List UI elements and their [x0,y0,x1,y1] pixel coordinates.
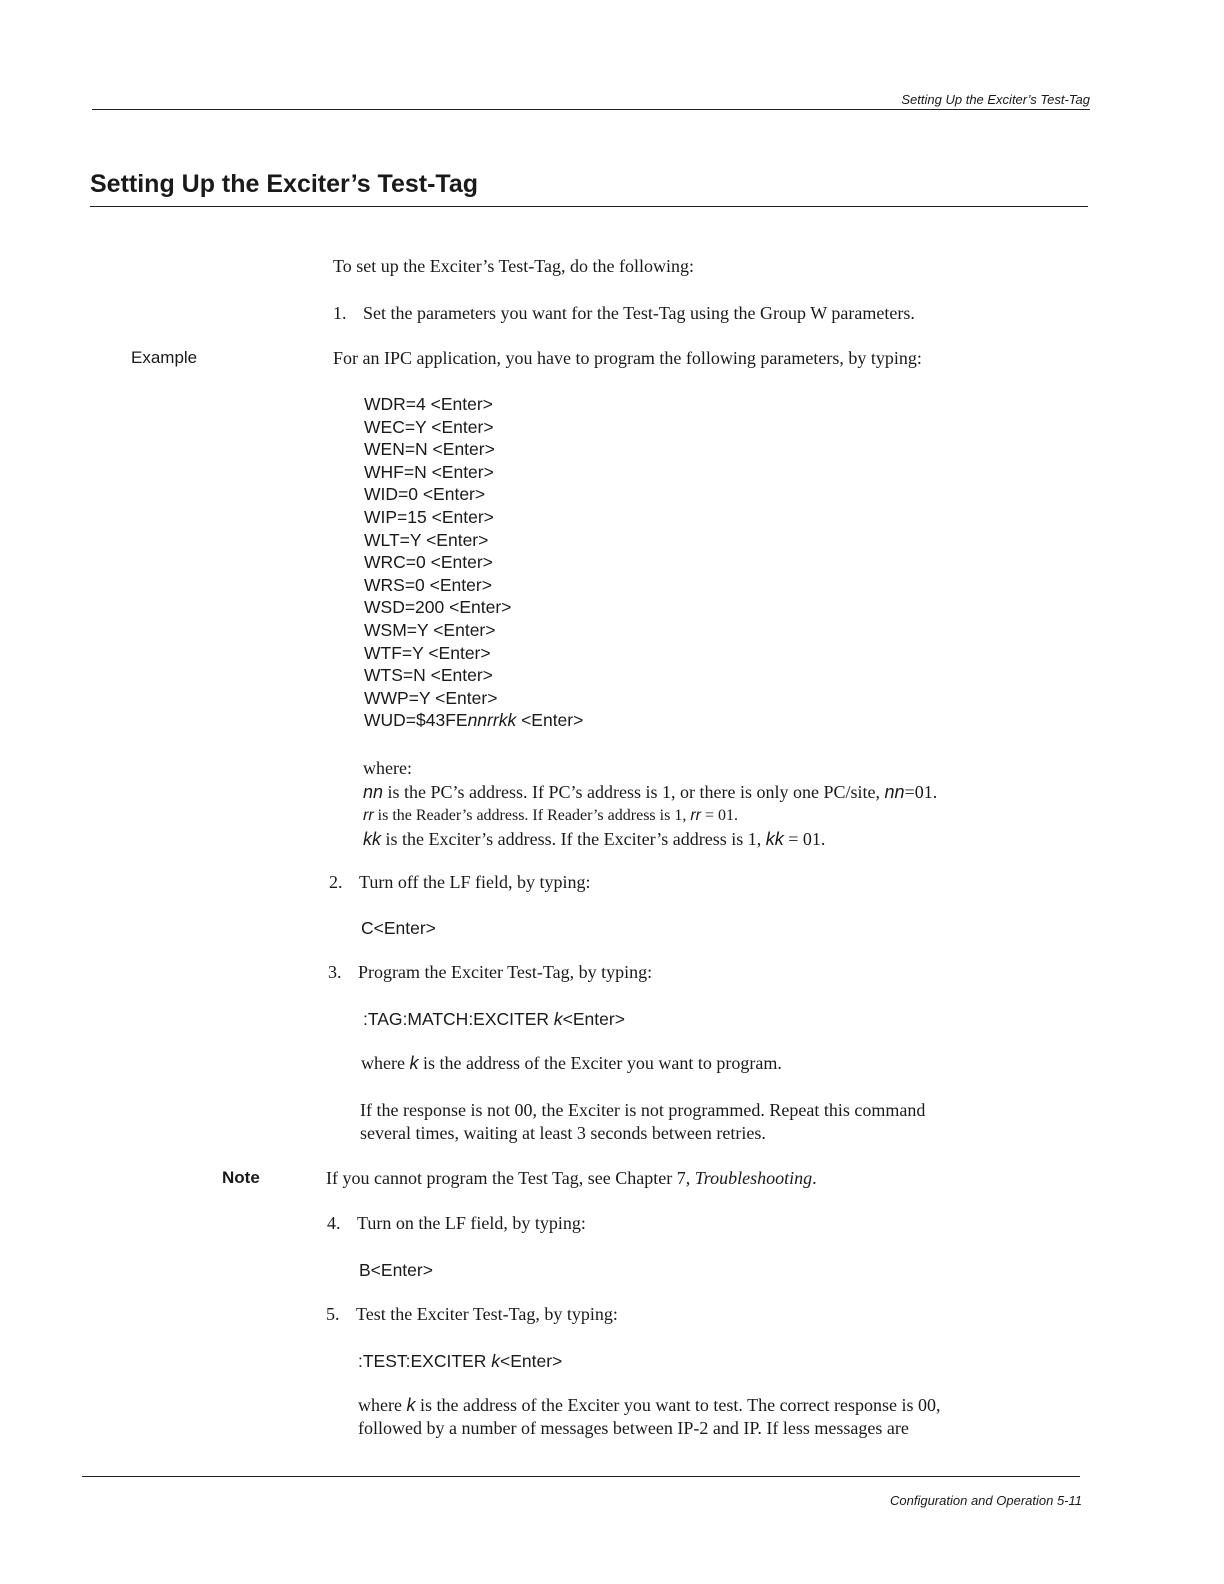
step-3-text: Program the Exciter Test-Tag, by typing: [358,962,653,982]
step-3-response-1: If the response is not 00, the Exciter is not programmed. Repeat this command [360,1100,926,1120]
command-line: WTS=N <Enter> [364,665,493,686]
running-head: Setting Up the Exciter’s Test-Tag [901,92,1090,107]
step-3 [328,962,652,983]
step-2 [329,872,591,893]
page-title: Setting Up the Exciter’s Test-Tag [90,170,479,198]
wud-suffix: <Enter> [516,710,584,731]
command-line: WEC=Y <Enter> [364,416,494,437]
where-rr: rr is the Reader’s address. If Reader’s address is 1, rr = 01. [363,807,738,824]
where-nn: nn is the PC’s address. If PC’s address is 1, or there is only one PC/site, nn=01. [363,781,938,802]
command-line: WRC=0 <Enter> [364,552,493,573]
command-line: WEN=N <Enter> [364,439,495,460]
where-kk: kk is the Exciter’s address. If the Exciter’s address is 1, kk = 01. [363,828,826,849]
command-line: WLT=Y <Enter> [364,529,489,550]
step-5-number: 5. [326,1304,340,1324]
command-line-wud [364,709,583,732]
step-3-number: 3. [328,962,342,982]
step-5-line-2: followed by a number of messages between IP-2 and IP. If less messages are [358,1418,909,1438]
command-line: WID=0 <Enter> [364,484,486,505]
step-5 [326,1304,618,1325]
note-label: Note [222,1168,260,1187]
command-line: WIP=15 <Enter> [364,506,494,527]
step-3-command: :TAG:MATCH:EXCITER k<Enter> [363,1009,625,1029]
step-4 [327,1213,586,1234]
footer-rule [82,1476,1080,1477]
command-line: WSD=200 <Enter> [364,597,512,618]
step-1 [333,303,915,324]
step-2-number: 2. [329,872,343,892]
command-line: WRS=0 <Enter> [364,574,492,595]
command-line: WWP=Y <Enter> [364,687,498,708]
example-label: Example [131,348,198,367]
step-2-command: C<Enter> [361,918,436,938]
note-text: If you cannot program the Test Tag, see Chapter 7, Troubleshooting. [326,1168,817,1188]
step-3-response-2: several times, waiting at least 3 seconds between retries. [360,1123,766,1143]
step-5-command: :TEST:EXCITER k<Enter> [358,1351,563,1371]
step-4-command: B<Enter> [359,1260,433,1280]
example-text: For an IPC application, you have to program the following parameters, by typing: [333,348,922,368]
step-1-number: 1. [333,303,347,323]
where-block [363,757,937,851]
step-4-number: 4. [327,1213,341,1233]
wud-prefix: WUD=$43FE [364,710,468,731]
command-line: WHF=N <Enter> [364,461,494,482]
command-line: WTF=Y <Enter> [364,642,491,663]
page-footer: Configuration and Operation 5-11 [890,1493,1082,1508]
step-1-text: Set the parameters you want for the Test-Tag using the Group W parameters. [363,303,915,323]
step-3-where: where k is the address of the Exciter you want to program. [361,1053,782,1073]
step-5-where: where k is the address of the Exciter you want to test. The correct response is 00, [358,1395,941,1415]
step-2-text: Turn off the LF field, by typing: [359,872,591,892]
step-5-text: Test the Exciter Test-Tag, by typing: [356,1304,618,1324]
intro-text: To set up the Exciter’s Test-Tag, do the following: [333,256,694,276]
wud-vars: nnrrkk [467,710,517,731]
step-4-text: Turn on the LF field, by typing: [357,1213,586,1233]
command-list [364,393,583,732]
command-line: WDR=4 <Enter> [364,394,493,414]
troubleshooting-link: Troubleshooting [694,1168,813,1188]
where-label: where: [363,758,412,778]
command-line: WSM=Y <Enter> [364,619,496,640]
title-rule [90,206,1088,207]
header-rule [92,109,1090,110]
